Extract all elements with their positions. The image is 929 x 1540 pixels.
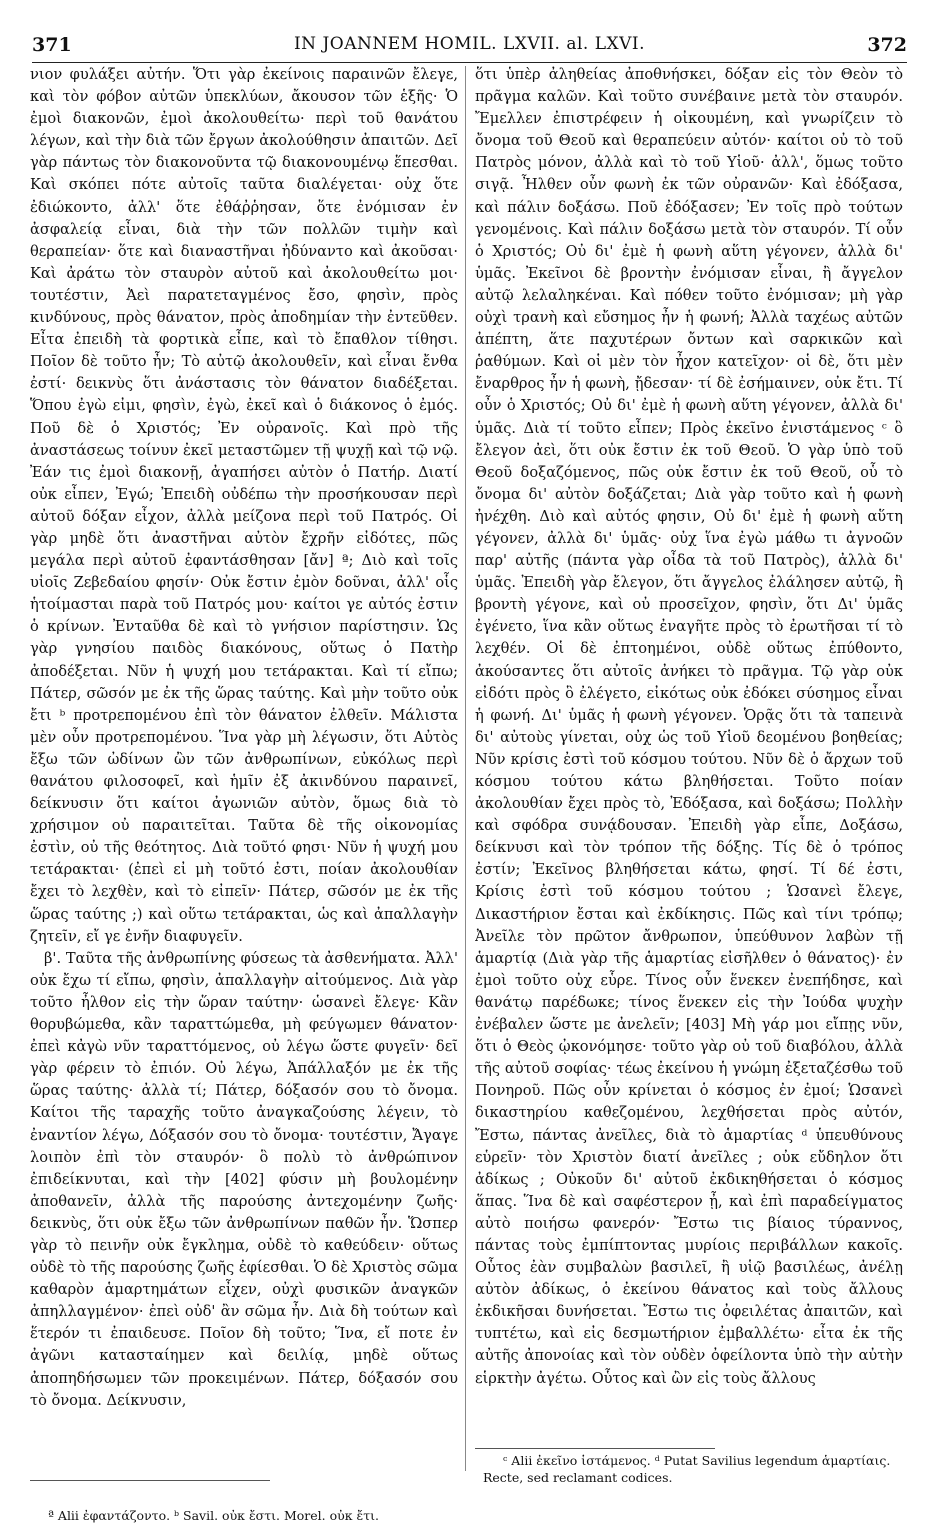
footnote-rule-left — [30, 1480, 270, 1481]
left-column — [30, 64, 458, 1474]
page-number-right: 372 — [867, 34, 907, 56]
right-column — [475, 64, 903, 1474]
footnote-right: ᶜ Alii ἐκεῖνο ἱστάμενος. ᵈ Putat Savilius legendum ἁμαρτίαις. Recte, sed reclamant codices. — [483, 1453, 891, 1485]
paragraph: νιον φυλάξει αὐτήν. Ὅτι γὰρ ἐκείνοις παραινῶν ἔλεγε, καὶ τὸν φόβον αὐτῶν ὑπεκλύων, ἄκουσον τῶν ἑξῆς· Ὁ ἐμοὶ διακονῶν, ἐμοὶ ἀκολουθείτω· περὶ τοῦ θανάτου λέγων, καὶ τὴν διὰ τῶν ἔργων ἀκολούθησιν ἀπαιτῶν. Δεῖ γὰρ πάντως τὸν διακονοῦντα τῷ διακονουμένῳ ἕπεσθαι. Καὶ σκόπει πότε αὐτοῖς ταῦτα διαλέγεται· οὐχ ὅτε ἐδιώκοντο, ἀλλ' ὅτε ἐθάῤῥησαν, ὅτε ἐνόμισαν ἐν ἀσφαλείᾳ εἶναι, διὰ τὴν τῶν πολλῶν τιμὴν καὶ θεραπείαν· ὅτε καὶ διαναστῆναι ἠδύναντο καὶ ἀκοῦσαι· Καὶ ἀράτω τὸν σταυρὸν αὐτοῦ καὶ ἀκολουθείτω μοι· τουτέστιν, Ἀεὶ παρατεταγμένος ἔσο, φησὶν, πρὸς κινδύνους, πρὸς θάνατον, πρὸς ἀποδημίαν τὴν ἐντεῦθεν. Εἶτα ἐπειδὴ τὰ φορτικὰ εἶπε, καὶ τὸ ἔπαθλον τίθησι. Ποῖον δὲ τοῦτο ἦν; Τὸ αὐτῷ ἀκολουθεῖν, καὶ εἶναι ἔνθα ἐστί· δεικνὺς ὅτι ἀνάστασις τὸν θάνατον διαδέξεται. Ὅπου ἐγὼ εἰμι, φησὶν, ἐγὼ, ἐκεῖ καὶ ὁ διάκονος ὁ ἐμός. Ποῦ δὲ ὁ Χριστός; Ἐν οὐρανοῖς. Καὶ πρὸ τῆς ἀναστάσεως τοίνυν ἐκεῖ μεταστῶμεν τῇ ψυχῇ καὶ τῷ νῷ. Ἐάν τις ἐμοὶ διακονῇ, ἀγαπήσει αὐτὸν ὁ Πατήρ. Διατί οὐκ εἶπεν, Ἐγώ; Ἐπειδὴ οὐδέπω τὴν προσήκουσαν περὶ αὐτοῦ δόξαν εἶχον, ἀλλὰ μείζονα περὶ τοῦ Πατρός. Οἱ γὰρ μηδὲ ὅτι ἀναστῆναι αὐτὸν ἔχρῆν εἰδότες, πῶς μεγάλα περὶ αὐτοῦ ἐφαντάσθησαν [ἄν] ª; Διὸ καὶ τοῖς υἱοῖς Ζεβεδαίου φησίν· Οὐκ ἔστιν ἐμὸν δοῦναι, ἀλλ' οἷς ἡτοίμασται παρὰ τοῦ Πατρός μου· καίτοι γε αὐτός ἐστιν ὁ κρίνων. Ἐνταῦθα δὲ καὶ τὸ γνήσιον παρίστησιν. Ὡς γὰρ γνησίου παιδὸς διακόνους, οὕτως ὁ Πατὴρ ἀποδέξεται. Νῦν ἡ ψυχή μου τετάρακται. Καὶ τί εἴπω; Πάτερ, σῶσόν με ἐκ τῆς ὥρας ταύτης. Καὶ μὴν τοῦτο οὐκ ἔτι ᵇ προτρεπομένου ἐπὶ τὸν θάνατον ἐλθεῖν. Μάλιστα μὲν οὖν προτρεπομένου. Ἵνα γὰρ μὴ λέγωσιν, ὅτι Αὐτὸς ἔξω τῶν ὠδίνων ὢν τῶν ἀνθρωπίνων, εὐκόλως περὶ θανάτου φιλοσοφεῖ, καὶ ἡμῖν ἐξ ἀκινδύνου παραινεῖ, δείκνυσιν ὅτι καίτοι ἀγωνιῶν αὐτὸν, ὅμως διὰ τὸ χρήσιμον οὐ παραιτεῖται. Ταῦτα δὲ τῆς οἰκονομίας ἐστὶν, οὐ τῆς θεότητος. Διὰ τοῦτό φησι· Νῦν ἡ ψυχή μου τετάρακται· (ἐπεὶ εἰ μὴ τοῦτό ἐστι, ποίαν ἀκολουθίαν ἔχει τὸ λεχθὲν, καὶ τὸ εἰπεῖν· Πάτερ, σῶσόν με ἐκ τῆς ὥρας ταύτης ;) καὶ οὕτω τετάρακται, ὡς καὶ ἀπαλλαγὴν ζητεῖν, εἴ γε ἐνῆν διαφυγεῖν. — [30, 66, 458, 945]
page-number-left: 371 — [32, 34, 72, 56]
paragraph: ὅτι ὑπὲρ ἀληθείας ἀποθνήσκει, δόξαν εἰς τὸν Θεὸν τὸ πρᾶγμα καλῶν. Καὶ τοῦτο συνέβαινε μετὰ τὸν σταυρόν. Ἔμελλεν ἐπιστρέφειν ἡ οἰκουμένη, καὶ γνωρίζειν τὸ ὄνομα τοῦ Θεοῦ καὶ θεραπεύειν αὐτόν· καίτοι οὐ τὸ τοῦ Πατρὸς μόνον, ἀλλὰ καὶ τὸ τοῦ Υἱοῦ· ἀλλ', ὅμως τοῦτο σιγᾷ. Ἦλθεν οὖν φωνὴ ἐκ τῶν οὐρανῶν· Καὶ ἐδόξασα, καὶ πάλιν δοξάσω. Ποῦ ἐδόξασεν; Ἐν τοῖς πρὸ τούτων γενομένοις. Καὶ πάλιν δοξάσω μετὰ τὸν σταυρόν. Τί οὖν ὁ Χριστός; Οὐ δι' ἐμὲ ἡ φωνὴ αὕτη γέγονεν, ἀλλὰ δι' ὑμᾶς. Ἐκεῖνοι δὲ βροντὴν ἐνόμισαν εἶναι, ἢ ἄγγελον αὐτῷ λελαληκέναι. Καὶ πόθεν τοῦτο ἐνόμισαν; μὴ γὰρ οὐχὶ τρανὴ καὶ εὔσημος ἦν ἡ φωνή; Ἀλλὰ ταχέως αὐτῶν ἀπέπτη, ἅτε παχυτέρων ὄντων καὶ σαρκικῶν καὶ ῥαθύμων. Καὶ οἱ μὲν τὸν ἦχον κατεῖχον· οἱ δὲ, ὅτι μὲν ἔναρθρος ἦν ἡ φωνὴ, ᾔδεσαν· τί δὲ ἐσήμαινεν, οὐκ ἔτι. Τί οὖν ὁ Χριστός; Οὐ δι' ἐμὲ ἡ φωνὴ αὕτη γέγονεν, ἀλλὰ δι' ὑμᾶς. Διὰ τί τοῦτο εἶπεν; Πρὸς ἐκεῖνο ἐνιστάμενος ᶜ ὃ ἔλεγον ἀεὶ, ὅτι οὐκ ἔστιν ἐκ τοῦ Θεοῦ. Ὁ γὰρ ὑπὸ τοῦ Θεοῦ δοξαζόμενος, πῶς οὐκ ἔστιν ἐκ τοῦ Θεοῦ, οὗ τὸ ὄνομα δι' αὐτὸν δοξάζεται; Διὰ γὰρ τοῦτο καὶ ἡ φωνὴ ἠνέχθη. Διὸ καὶ αὐτός φησιν, Οὐ δι' ἐμὲ ἡ φωνὴ αὕτη γέγονεν, ἀλλὰ δι' ὑμᾶς· οὐχ ἵνα ἐγὼ μάθω τι ἀγνοῶν παρ' αὐτῆς (πάντα γὰρ οἶδα τὰ τοῦ Πατρὸς), ἀλλὰ δι' ὑμᾶς. Ἐπειδὴ γὰρ ἔλεγον, ὅτι ἄγγελος ἐλάλησεν αὐτῷ, ἢ βροντὴ γέγονε, καὶ οὐ προσεῖχον, φησὶν, ὅτι Δι' ὑμᾶς ἐγένετο, ἵνα κἂν οὕτως ἐναγῆτε πρὸς τὸ ἐρωτῆσαι τί τὸ λεχθέν. Οἱ δὲ ἐπτοημένοι, οὐδὲ οὕτως ἐπύθοντο, ἀκούσαντες ὅτι αὐτοῖς ἀνήκει τὸ πρᾶγμα. Τῷ γὰρ οὐκ εἰδότι πρὸς ὃ ἐλέγετο, εἰκότως οὐκ ἐδόκει σύσημος εἶναι ἡ φωνή. Δι' ὑμᾶς ἡ φωνὴ γέγονεν. Ὁρᾷς ὅτι τὰ ταπεινὰ δι' αὐτοὺς γίνεται, οὐχ ὡς τοῦ Υἱοῦ δεομένου βοηθείας; Νῦν κρίσις ἐστὶ τοῦ κόσμου τούτου. Νῦν δὲ ὁ ἄρχων τοῦ κόσμου τούτου κάτω βληθήσεται. Τοῦτο ποίαν ἀκολουθίαν ἔχει πρὸς τὸ, Ἐδόξασα, καὶ δοξάσω; Πολλὴν καὶ σφόδρα συνᾴδουσαν. Ἐπειδὴ γὰρ εἶπε, Δοξάσω, δείκνυσι καὶ τὸν τρόπον τῆς δόξης. Τίς δὲ ὁ τρόπος ἐστίν; Ἐκεῖνος βληθήσεται κάτω, φησί. Τί δέ ἐστι, Κρίσις ἐστὶ τοῦ κόσμου τούτου ; Ὡσανεὶ ἔλεγε, Δικαστήριον ἔσται καὶ ἐκδίκησις. Πῶς καὶ τίνι τρόπῳ; Ἀνεῖλε τὸν πρῶτον ἄνθρωπον, ὑπεύθυνον λαβὼν τῇ ἁμαρτίᾳ (Διὰ γὰρ τῆς ἁμαρτίας εἰσῆλθεν ὁ θάνατος)· ἐν ἐμοὶ τοῦτο οὐχ εὗρε. Τίνος οὖν ἕνεκεν ἐνεπήδησε, καὶ θανάτῳ παρέδωκε; τίνος ἕνεκεν εἰς τὴν Ἰούδα ψυχὴν ἐνέβαλεν ὥστε με ἀνελεῖν; [403] Μὴ γάρ μοι εἴπῃς νῦν, ὅτι ὁ Θεὸς ᾠκονόμησε· τοῦτο γὰρ οὐ τοῦ διαβόλου, ἀλλὰ τῆς αὐτοῦ σοφίας· τέως ἐκείνου ἡ γνώμη ἐξεταζέσθω τοῦ Πονηροῦ. Πῶς οὖν κρίνεται ὁ κόσμος ἐν ἐμοί; Ὡσανεὶ δικαστηρίου καθεζομένου, λεχθήσεται πρὸς αὐτόν, Ἔστω, πάντας ἀνεῖλες, διὰ τὸ ἁμαρτίας ᵈ ὑπευθύνους εὑρεῖν· τὸν Χριστὸν διατί ἀνεῖλες ; οὐκ εὔδηλον ὅτι ἀδίκως ; Οὐκοῦν δι' αὐτοῦ ἐκδικηθήσεται ὁ κόσμος ἅπας. Ἵνα δὲ καὶ σαφέστερον ᾖ, καὶ ἐπὶ παραδείγματος αὐτὸ ποιήσω φανερόν· Ἔστω τις βίαιος τύραννος, πάντας τοὺς ἐμπίπτοντας μυρίοις περιβάλλων κακοῖς. Οὗτος ἐὰν συμβαλὼν βασιλεῖ, ἢ υἱῷ βασιλέως, ἀνέλῃ αὐτὸν ἀδίκως, ὁ ἐκείνου θάνατος καὶ τοὺς ἄλλους ἐκδικῆσαι δυνήσεται. Ἔστω τις ὀφειλέτας ἀπαιτῶν, καὶ τυπτέτω, καὶ εἰς δεσμωτήριον ἐμβαλλέτω· εἶτα ἐκ τῆς αὐτῆς ἀπονοίας καὶ τὸν οὐδὲν ὀφείλοντα ὑπὸ τὴν αὐτὴν εἱρκτὴν ἀγέτω. Οὗτος καὶ ὢν εἰς τοὺς ἄλλους — [475, 66, 903, 1387]
paragraph: β'. Ταῦτα τῆς ἀνθρωπίνης φύσεως τὰ ἀσθενήματα. Ἀλλ' οὐκ ἔχω τί εἴπω, φησὶν, ἀπαλλαγὴν αἰτούμενος. Διὰ γὰρ τοῦτο ἦλθον εἰς τὴν ὥραν ταύτην· ὡσανεὶ ἔλεγε· Κἂν θορυβώμεθα, κἂν ταραττώμεθα, μὴ φεύγωμεν θάνατον· ἐπεὶ κἀγὼ νῦν ταραττόμενος, οὐ λέγω ὥστε φυγεῖν· δεῖ γὰρ φέρειν τὸ ἐπιόν. Οὐ λέγω, Ἀπάλλαξόν με ἐκ τῆς ὥρας ταύτης· ἀλλὰ τί; Πάτερ, δόξασόν σου τὸ ὄνομα. Καίτοι τῆς ταραχῆς τοῦτο ἀναγκαζούσης λέγειν, τὸ ἐναντίον λέγω, Δόξασόν σου τὸ ὄνομα· τουτέστιν, Ἄγαγε λοιπὸν ἐπὶ τὸν σταυρόν· ὃ πολὺ τὸ ἀνθρώπινον ἐπιδείκνυται, καὶ τὴν [402] φύσιν μὴ βουλομένην ἀποθανεῖν, ἀλλὰ τῆς παρούσης ἀντεχομένην ζωῆς· δεικνὺς, ὅτι οὐκ ἔξω τῶν ἀνθρωπίνων παθῶν ἦν. Ὥσπερ γὰρ τὸ πεινῆν οὐκ ἔγκλημα, οὐδὲ τὸ καθεύδειν· οὕτως οὐδὲ τὸ τῆς παρούσης ζωῆς ἐφίεσθαι. Ὁ δὲ Χριστὸς σῶμα καθαρὸν ἁμαρτημάτων εἶχεν, οὐχὶ φυσικῶν ἀναγκῶν ἀπηλλαγμένον· ἐπεὶ οὐδ' ἂν σῶμα ἦν. Διὰ δὴ τούτων καὶ ἕτερόν τι ἐπαιδευσε. Ποῖον δὴ τοῦτο; Ἵνα, εἴ ποτε ἐν ἀγῶνι κατασταίημεν καὶ δειλίᾳ, μηδὲ οὕτως ἀποπηδήσωμεν τῶν προκειμένων. Πάτερ, δόξασόν σου τὸ ὄνομα. Δείκνυσιν, — [30, 949, 458, 1409]
running-title: IN JOANNEM HOMIL. LXVII. al. LXVI. — [293, 34, 646, 54]
footnote-left: ª Alii ἐφαντάζοντο. ᵇ Savil. οὐκ ἔστι. Morel. οὐκ ἔτι. — [48, 1508, 380, 1523]
footnote-rule-right — [475, 1448, 715, 1449]
running-header — [32, 34, 907, 60]
header-rule — [32, 62, 907, 63]
column-divider — [465, 66, 466, 1471]
